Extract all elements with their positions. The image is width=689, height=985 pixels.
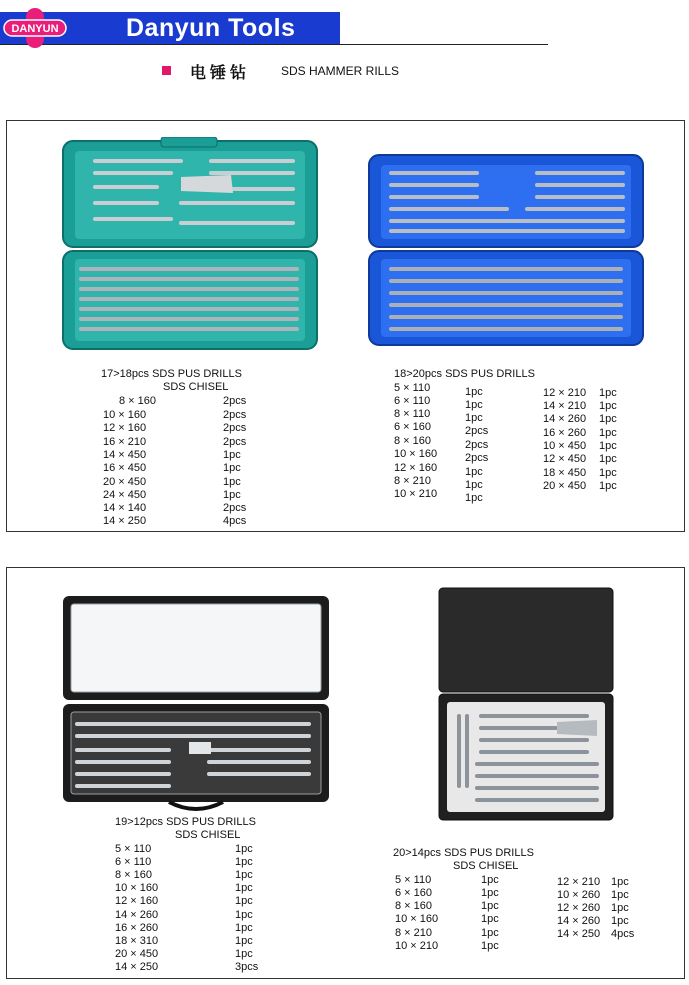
spec-qty: 1pc [465,492,483,504]
spec-qty: 2pcs [223,395,247,407]
spec-size: 12 × 450 [543,453,587,465]
spec-size: 16 × 260 [543,427,587,439]
logo-text: DANYUN [11,23,59,35]
spec-size: 24 × 450 [103,489,147,501]
spec-qty: 1pc [481,913,499,925]
spec-size: 16 × 210 [103,436,147,448]
spec-qty: 1pc [611,889,629,901]
spec-qty: 2pcs [465,452,489,464]
spec-qty: 1pc [223,476,241,488]
spec-qty: 1pc [599,413,617,425]
spec-size: 10 × 160 [394,448,438,460]
spec-size: 12 × 160 [103,422,147,434]
spec-size: 8 × 160 [115,869,153,881]
spec-size: 5 × 110 [115,843,152,855]
spec-size: 6 × 110 [394,395,431,407]
spec-qty: 1pc [481,887,499,899]
spec-qty: 1pc [465,479,483,491]
set1-heading: 17>18pcs SDS PUS DRILLS [101,368,242,380]
spec-qty: 1pc [599,387,617,399]
spec-qty: 1pc [599,480,617,492]
spec-size: 14 × 140 [103,502,147,514]
spec-qty: 1pc [223,462,241,474]
set2-heading: 18>20pcs SDS PUS DRILLS [394,368,535,380]
spec-qty: 1pc [611,915,629,927]
spec-qty: 1pc [235,922,253,934]
spec-qty: 2pcs [223,436,247,448]
spec-qty: 1pc [235,948,253,960]
spec-size: 12 × 210 [543,387,587,399]
set1-subheading: SDS CHISEL [163,381,229,393]
spec-size: 6 × 160 [394,421,432,433]
spec-qty: 1pc [235,869,253,881]
spec-qty: 4pcs [611,928,635,940]
spec-size: 12 × 210 [557,876,601,888]
spec-qty: 2pcs [223,502,247,514]
blue-case-image [367,151,645,347]
spec-qty: 1pc [611,902,629,914]
spec-size: 10 × 210 [394,488,438,500]
set3-subheading: SDS CHISEL [175,829,241,841]
spec-size: 8 × 160 [395,900,433,912]
spec-size: 18 × 450 [543,467,587,479]
spec-qty: 1pc [235,882,253,894]
spec-size: 12 × 160 [115,895,159,907]
spec-qty: 1pc [465,399,483,411]
spec-size: 14 × 250 [103,515,147,527]
spec-qty: 1pc [223,489,241,501]
spec-qty: 1pc [223,449,241,461]
spec-size: 8 × 210 [394,475,432,487]
spec-qty: 2pcs [223,422,247,434]
spec-qty: 3pcs [235,961,259,973]
spec-qty: 2pcs [465,425,489,437]
spec-size: 16 × 260 [115,922,159,934]
spec-size: 14 × 260 [557,915,601,927]
spec-size: 10 × 210 [395,940,439,952]
spec-qty: 1pc [599,400,617,412]
spec-size: 6 × 160 [395,887,433,899]
spec-qty: 1pc [481,900,499,912]
spec-size: 14 × 260 [543,413,587,425]
spec-size: 6 × 110 [115,856,152,868]
spec-qty: 1pc [235,843,253,855]
brand-title: Danyun Tools [126,14,296,42]
set4-subheading: SDS CHISEL [453,860,519,872]
spec-size: 14 × 450 [103,449,147,461]
spec-size: 8 × 160 [394,435,432,447]
spec-size: 14 × 260 [115,909,159,921]
spec-qty: 1pc [599,467,617,479]
spec-size: 10 × 260 [557,889,601,901]
spec-size: 12 × 260 [557,902,601,914]
spec-size: 5 × 110 [394,382,431,394]
set3-heading: 19>12pcs SDS PUS DRILLS [115,816,256,828]
spec-qty: 1pc [599,453,617,465]
teal-case-image [61,137,319,351]
spec-size: 8 × 160 [119,395,157,407]
spec-size: 18 × 310 [115,935,159,947]
spec-size: 10 × 160 [103,409,147,421]
spec-qty: 1pc [465,412,483,424]
spec-qty: 1pc [465,466,483,478]
product-panel-bottom [6,567,685,979]
spec-size: 14 × 250 [115,961,159,973]
aluminium-case-image [59,594,333,812]
spec-qty: 1pc [465,386,483,398]
spec-qty: 2pcs [223,409,247,421]
spec-size: 12 × 160 [394,462,438,474]
spec-qty: 1pc [235,895,253,907]
spec-size: 14 × 250 [557,928,601,940]
spec-qty: 1pc [481,874,499,886]
black-case-image [437,586,615,824]
section-bullet [162,66,171,75]
spec-size: 8 × 210 [395,927,433,939]
spec-size: 10 × 160 [395,913,439,925]
spec-size: 10 × 160 [115,882,159,894]
spec-qty: 1pc [611,876,629,888]
spec-size: 16 × 450 [103,462,147,474]
section-title-cn: 电锤钻 [190,63,251,82]
spec-qty: 1pc [481,940,499,952]
spec-size: 10 × 450 [543,440,587,452]
spec-size: 20 × 450 [543,480,587,492]
brand-logo [2,6,68,50]
product-panel-top [6,120,685,532]
spec-qty: 1pc [235,856,253,868]
spec-size: 20 × 450 [115,948,159,960]
set4-heading: 20>14pcs SDS PUS DRILLS [393,847,534,859]
spec-size: 8 × 110 [394,408,431,420]
spec-qty: 1pc [481,927,499,939]
spec-qty: 1pc [235,935,253,947]
spec-qty: 4pcs [223,515,247,527]
spec-size: 20 × 450 [103,476,147,488]
spec-qty: 1pc [235,909,253,921]
spec-qty: 2pcs [465,439,489,451]
spec-qty: 1pc [599,440,617,452]
spec-qty: 1pc [599,427,617,439]
spec-size: 5 × 110 [395,874,432,886]
spec-size: 14 × 210 [543,400,587,412]
section-title-en: SDS HAMMER RILLS [281,64,400,78]
header-rule [0,44,548,45]
